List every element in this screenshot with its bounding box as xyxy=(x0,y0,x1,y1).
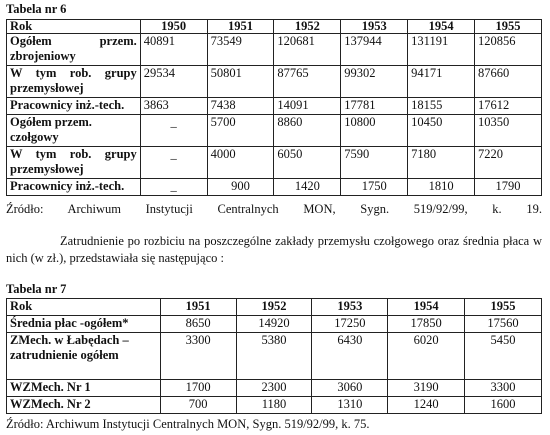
table-row xyxy=(7,115,542,147)
table-cell: 6050 xyxy=(274,147,341,179)
table6-caption: Tabela nr 6 xyxy=(6,2,67,16)
table-cell: 1750 xyxy=(341,179,408,196)
table-row xyxy=(7,98,542,115)
row-label-text: Średnia płac -ogółem* xyxy=(10,316,129,330)
table-cell: 7438 xyxy=(207,98,274,115)
table-cell: 18155 xyxy=(408,98,475,115)
table-cell: 7590 xyxy=(341,147,408,179)
row-label xyxy=(7,316,161,333)
table6-header-cell: 1955 xyxy=(475,20,542,34)
table-cell: 5450 xyxy=(465,333,542,380)
row-label: ZMech. w Łabędach – zatrudnienie ogółem xyxy=(7,333,161,380)
table-cell: 1310 xyxy=(312,397,388,414)
table6 xyxy=(6,19,542,196)
table7-header-cell: 1952 xyxy=(236,299,312,316)
table-cell: 1790 xyxy=(475,179,542,196)
table-cell: 120681 xyxy=(274,34,341,66)
table-cell: 17781 xyxy=(341,98,408,115)
table-cell: 99302 xyxy=(341,66,408,98)
table-cell: 40891 xyxy=(140,34,207,66)
table-cell: 94171 xyxy=(408,66,475,98)
table-cell: 1810 xyxy=(408,179,475,196)
table-cell: 7220 xyxy=(475,147,542,179)
table-cell: 6020 xyxy=(388,333,465,380)
row-label: Ogółem przem. zbrojeniowy xyxy=(7,34,141,66)
table-cell: 3060 xyxy=(312,380,388,397)
table6-header-cell: 1954 xyxy=(408,20,475,34)
table-cell: 120856 xyxy=(475,34,542,66)
table-cell: 4000 xyxy=(207,147,274,179)
table-cell: 17560 xyxy=(465,316,542,333)
table6-header-cell: 1952 xyxy=(274,20,341,34)
table-cell: _ xyxy=(140,115,207,147)
table-row xyxy=(7,147,542,179)
table-cell: 17612 xyxy=(475,98,542,115)
table-cell: 3863 xyxy=(140,98,207,115)
table-cell: 1240 xyxy=(388,397,465,414)
table-cell: 10450 xyxy=(408,115,475,147)
row-label: Pracownicy inż.-tech. xyxy=(7,98,141,115)
table-row xyxy=(7,66,542,98)
table-cell: 10350 xyxy=(475,115,542,147)
table-cell: 8650 xyxy=(160,316,236,333)
table-cell: 1420 xyxy=(274,179,341,196)
table-cell: 87660 xyxy=(475,66,542,98)
table-row xyxy=(7,333,542,380)
table-cell: 3190 xyxy=(388,380,465,397)
table-cell: _ xyxy=(140,147,207,179)
row-label: Pracownicy inż.-tech. xyxy=(7,179,141,196)
row-label: Ogółem przem. czołgowy xyxy=(7,115,141,147)
table7-header-cell: 1954 xyxy=(388,299,465,316)
table7-source-note: Źródło: Archiwum Instytucji Centralnych MON, Sygn. 519/92/99, k. 75. xyxy=(6,417,370,431)
table-cell: 1700 xyxy=(160,380,236,397)
table-row xyxy=(7,34,542,66)
table-cell: 1600 xyxy=(465,397,542,414)
table-cell: 50801 xyxy=(207,66,274,98)
table-cell: 700 xyxy=(160,397,236,414)
table-row xyxy=(7,316,542,333)
body-paragraph: Zatrudnienie po rozbiciu na poszczególne zakłady przemysłu czołgowego oraz średnia płaca w nich (w zł.), przedstawiała się następująco : xyxy=(6,234,542,265)
table-row xyxy=(7,179,542,196)
table6-header-cell: 1953 xyxy=(341,20,408,34)
table-cell: 73549 xyxy=(207,34,274,66)
table-cell: 17250 xyxy=(312,316,388,333)
table-cell: 87765 xyxy=(274,66,341,98)
table-row xyxy=(7,397,542,414)
table7-header-cell: 1955 xyxy=(465,299,542,316)
table7-header-cell: Rok xyxy=(7,299,161,316)
table-cell: 3300 xyxy=(465,380,542,397)
table6-header-row xyxy=(7,20,542,34)
table-cell: 8860 xyxy=(274,115,341,147)
table-cell: 131191 xyxy=(408,34,475,66)
table-cell: 29534 xyxy=(140,66,207,98)
table-cell: 10800 xyxy=(341,115,408,147)
table-cell: 7180 xyxy=(408,147,475,179)
table6-header-cell: Rok xyxy=(7,20,141,34)
table-row xyxy=(7,380,542,397)
table6-header-cell: 1950 xyxy=(140,20,207,34)
table-cell: 3300 xyxy=(160,333,236,380)
table6-header-cell: 1951 xyxy=(207,20,274,34)
table-cell: _ xyxy=(140,179,207,196)
table-cell: 5700 xyxy=(207,115,274,147)
table-cell: 5380 xyxy=(236,333,312,380)
table-cell: 14920 xyxy=(236,316,312,333)
table-cell: 6430 xyxy=(312,333,388,380)
table7-header-cell: 1953 xyxy=(312,299,388,316)
row-label: WZMech. Nr 1 xyxy=(7,380,161,397)
row-label: W tym rob. grupy przemysłowej xyxy=(7,147,141,179)
table-cell: 17850 xyxy=(388,316,465,333)
table-cell: 900 xyxy=(207,179,274,196)
table7-header-cell: 1951 xyxy=(160,299,236,316)
row-label: W tym rob. grupy przemysłowej xyxy=(7,66,141,98)
table-cell: 2300 xyxy=(236,380,312,397)
table7-header-row xyxy=(7,299,542,316)
table-cell: 137944 xyxy=(341,34,408,66)
table-cell: 1180 xyxy=(236,397,312,414)
row-label: WZMech. Nr 2 xyxy=(7,397,161,414)
table7-caption: Tabela nr 7 xyxy=(6,282,67,296)
table-cell: 14091 xyxy=(274,98,341,115)
table7 xyxy=(6,298,542,414)
table6-source-note: Źródło: Archiwum Instytucji Centralnych MON, Sygn. 519/92/99, k. 19. xyxy=(6,202,542,216)
